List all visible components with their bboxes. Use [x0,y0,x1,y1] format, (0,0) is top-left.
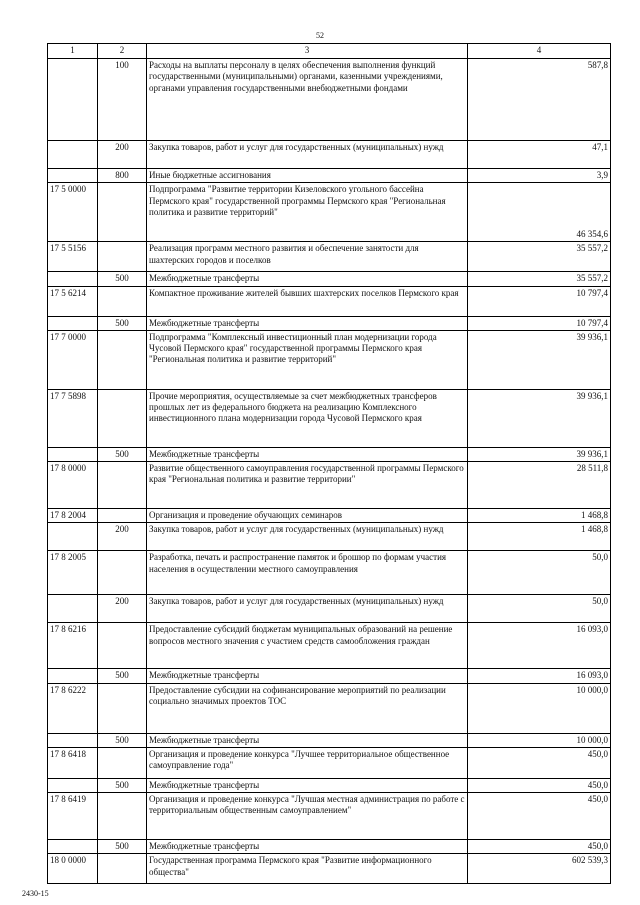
type-cell: 500 [98,316,147,330]
description-cell: Компактное проживание жителей бывших шахтерских поселков Пермского края [147,286,468,316]
type-cell: 200 [98,595,147,623]
table-row [48,316,611,330]
type-cell: 500 [98,669,147,683]
code-cell [48,840,98,854]
description-cell: Расходы на выплаты персоналу в целях обеспечения выполнения функций государственными (муниципальными) органами, казенными учреждениями, органами управления государственными внебюджетными фондами [147,59,468,141]
table-row [48,272,611,286]
table-row [48,330,611,389]
code-cell: 17 5 0000 [48,183,98,242]
amount-cell: 1 468,8 [468,523,611,551]
code-cell [48,316,98,330]
description-cell: Межбюджетные трансферты [147,840,468,854]
amount-cell: 10 000,0 [468,683,611,733]
type-cell: 500 [98,733,147,747]
table-row [48,595,611,623]
code-cell [48,595,98,623]
amount-cell: 39 936,1 [468,447,611,461]
table-row [48,793,611,840]
code-cell: 17 7 5898 [48,389,98,447]
table-row [48,854,611,884]
amount-cell: 450,0 [468,747,611,778]
type-cell: 500 [98,778,147,792]
table-row [48,183,611,242]
code-cell: 17 8 2004 [48,509,98,523]
type-cell [98,854,147,884]
budget-table [47,43,611,884]
code-cell [48,669,98,683]
page-number: 52 [316,31,324,40]
table-row [48,623,611,669]
type-cell: 500 [98,840,147,854]
description-cell: Межбюджетные трансферты [147,733,468,747]
table-row [48,683,611,733]
description-cell: Закупка товаров, работ и услуг для государственных (муниципальных) нужд [147,141,468,169]
table-row [48,778,611,792]
header-col-4: 4 [468,44,611,59]
table-row [48,747,611,778]
description-cell: Развитие общественного самоуправления государственной программы Пермского края "Региональная политика и развитие территории" [147,462,468,509]
description-cell: Межбюджетные трансферты [147,778,468,792]
amount-cell: 28 511,8 [468,462,611,509]
type-cell: 800 [98,169,147,183]
table-row [48,242,611,272]
code-cell [48,169,98,183]
code-cell: 17 8 2005 [48,551,98,595]
type-cell [98,462,147,509]
description-cell: Межбюджетные трансферты [147,669,468,683]
type-cell [98,389,147,447]
code-cell [48,272,98,286]
footer-document-code: 2430-15 [22,889,49,898]
amount-cell: 50,0 [468,595,611,623]
type-cell [98,286,147,316]
code-cell [48,59,98,141]
code-cell: 17 8 6222 [48,683,98,733]
table-row [48,840,611,854]
amount-cell: 35 557,2 [468,272,611,286]
description-cell: Организация и проведение конкурса "Лучшая местная администрация по работе с территориальным общественным самоуправлением" [147,793,468,840]
amount-cell: 1 468,8 [468,509,611,523]
description-cell: Разработка, печать и распространение памяток и брошюр по формам участия населения в осуществлении местного самоуправления [147,551,468,595]
amount-cell: 450,0 [468,778,611,792]
amount-cell: 10 000,0 [468,733,611,747]
amount-cell: 10 797,4 [468,286,611,316]
description-cell: Реализация программ местного развития и обеспечение занятости для шахтерских городов и поселков [147,242,468,272]
code-cell: 17 8 0000 [48,462,98,509]
table-row [48,447,611,461]
type-cell: 200 [98,523,147,551]
type-cell [98,242,147,272]
table-row [48,462,611,509]
type-cell: 100 [98,59,147,141]
amount-cell: 39 936,1 [468,389,611,447]
type-cell: 500 [98,272,147,286]
type-cell [98,793,147,840]
code-cell: 17 5 5156 [48,242,98,272]
description-cell: Прочие мероприятия, осуществляемые за счет межбюджетных трансферов прошлых лет из федерального бюджета на реализацию Комплексного инвестиционного плана модернизации города Чусовой Пермского края [147,389,468,447]
description-cell: Предоставление субсидии на софинансирование мероприятий по реализации социально значимых проектов ТОС [147,683,468,733]
amount-cell: 39 936,1 [468,330,611,389]
type-cell [98,623,147,669]
description-cell: Организация и проведение конкурса "Лучшее территориальное общественное самоуправление года" [147,747,468,778]
type-cell [98,183,147,242]
header-col-2: 2 [98,44,147,59]
code-cell [48,778,98,792]
amount-cell: 3,9 [468,169,611,183]
table-header-row [48,44,611,59]
description-cell: Закупка товаров, работ и услуг для государственных (муниципальных) нужд [147,523,468,551]
code-cell [48,447,98,461]
description-cell: Организация и проведение обучающих семинаров [147,509,468,523]
table-row [48,551,611,595]
description-cell: Иные бюджетные ассигнования [147,169,468,183]
table-row [48,509,611,523]
type-cell: 200 [98,141,147,169]
amount-cell: 47,1 [468,141,611,169]
description-cell: Подпрограмма "Комплексный инвестиционный план модернизации города Чусовой Пермского края" государственной программы Пермского края "Региональная политика и развитие территорий" [147,330,468,389]
code-cell: 17 8 6216 [48,623,98,669]
amount-cell: 16 093,0 [468,623,611,669]
code-cell [48,141,98,169]
description-cell: Государственная программа Пермского края "Развитие информационного общества" [147,854,468,884]
type-cell [98,683,147,733]
description-cell: Межбюджетные трансферты [147,316,468,330]
type-cell [98,551,147,595]
code-cell: 17 5 6214 [48,286,98,316]
table-row [48,286,611,316]
amount-cell: 10 797,4 [468,316,611,330]
amount-cell: 50,0 [468,551,611,595]
amount-cell: 450,0 [468,793,611,840]
type-cell: 500 [98,447,147,461]
amount-cell: 587,8 [468,59,611,141]
amount-cell: 35 557,2 [468,242,611,272]
table-row [48,523,611,551]
table-row [48,389,611,447]
amount-cell: 602 539,3 [468,854,611,884]
code-cell [48,523,98,551]
amount-cell: 16 093,0 [468,669,611,683]
type-cell [98,330,147,389]
description-cell: Межбюджетные трансферты [147,447,468,461]
description-cell: Закупка товаров, работ и услуг для государственных (муниципальных) нужд [147,595,468,623]
amount-cell: 46 354,6 [468,183,611,242]
description-cell: Предоставление субсидий бюджетам муниципальных образований на решение вопросов местного значения с участием средств самообложения граждан [147,623,468,669]
table-row [48,169,611,183]
description-cell: Подпрограмма "Развитие территории Кизеловского угольного бассейна Пермского края" государственной программы Пермского края "Региональная политика и развитие территорий" [147,183,468,242]
code-cell: 18 0 0000 [48,854,98,884]
type-cell [98,509,147,523]
header-col-1: 1 [48,44,98,59]
table-row [48,669,611,683]
table-row [48,141,611,169]
code-cell [48,733,98,747]
type-cell [98,747,147,778]
header-col-3: 3 [147,44,468,59]
code-cell: 17 8 6419 [48,793,98,840]
code-cell: 17 7 0000 [48,330,98,389]
description-cell: Межбюджетные трансферты [147,272,468,286]
table-row [48,733,611,747]
amount-cell: 450,0 [468,840,611,854]
table-row [48,59,611,141]
code-cell: 17 8 6418 [48,747,98,778]
